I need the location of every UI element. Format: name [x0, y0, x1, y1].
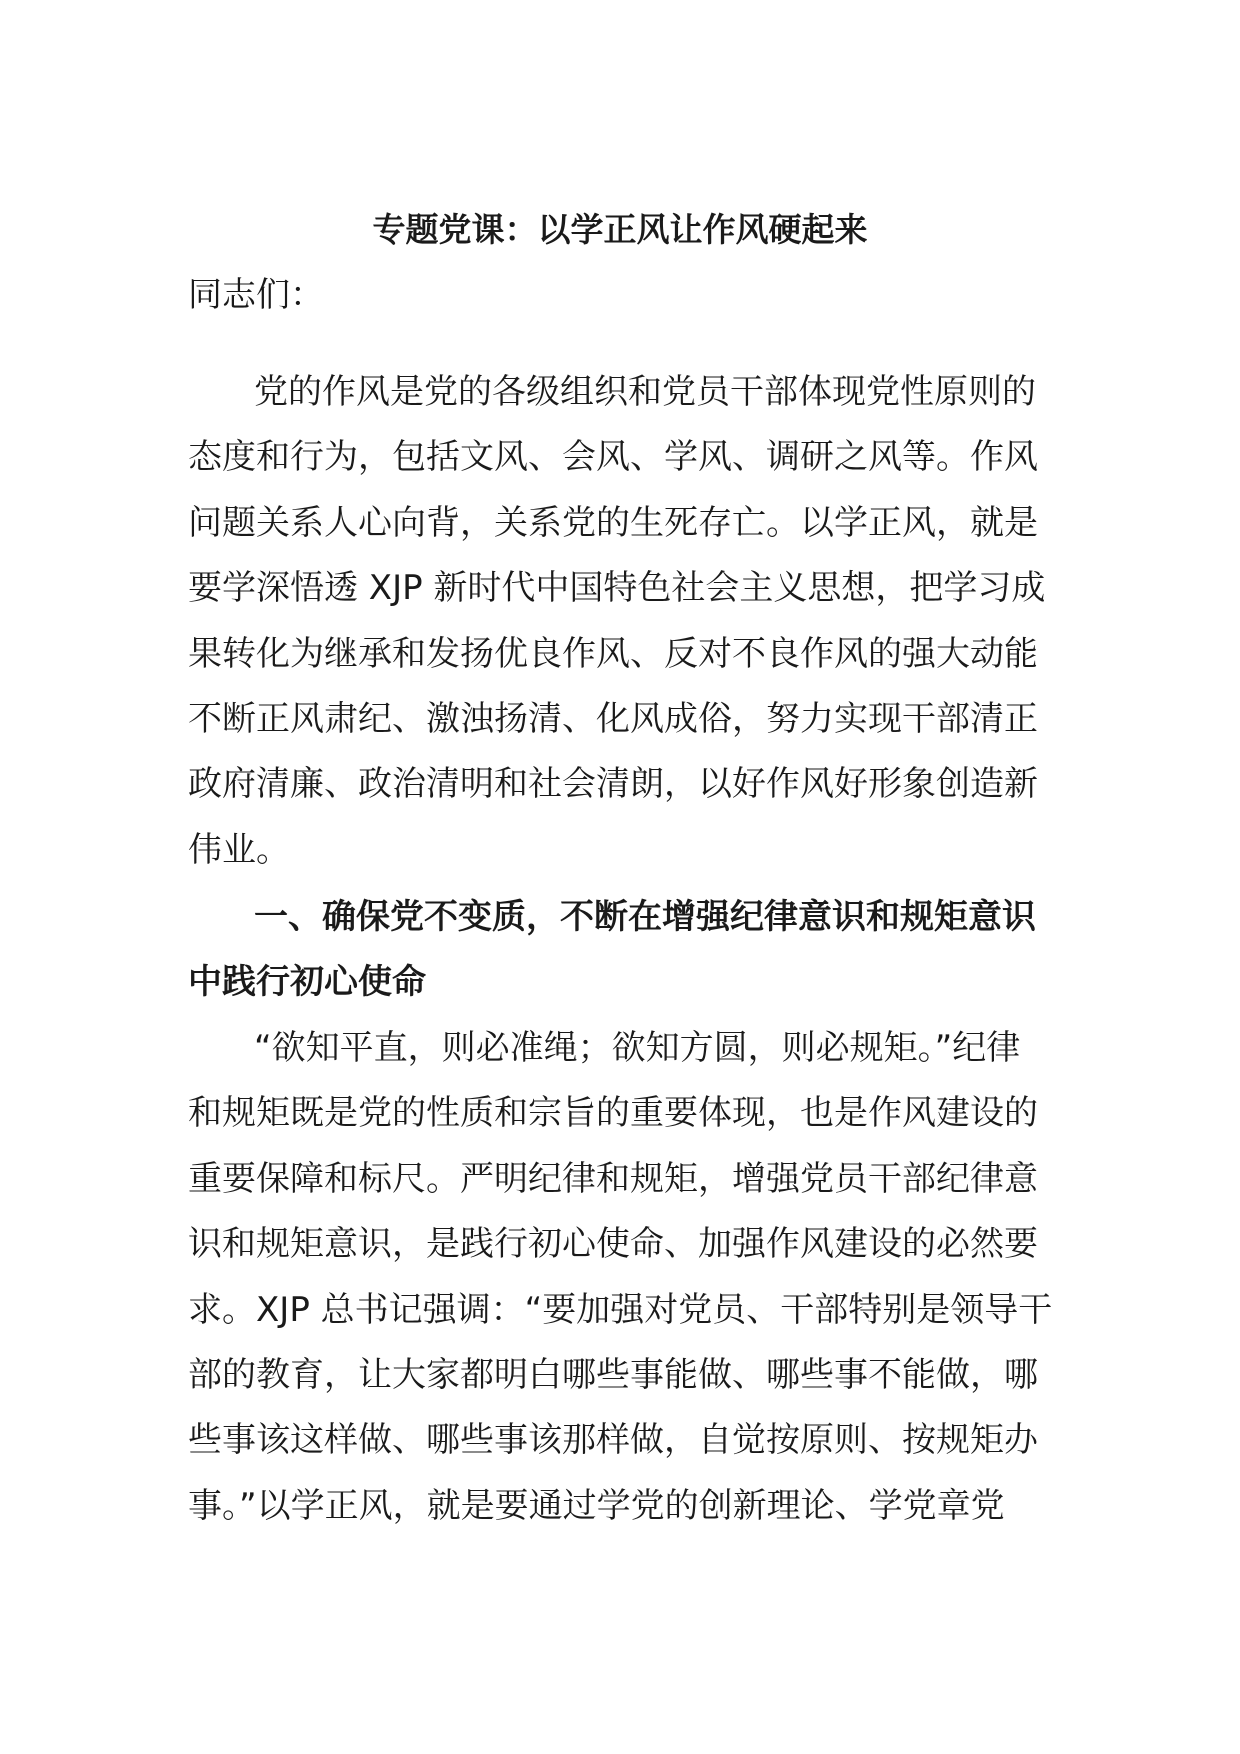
heading-line: 一、确保党不变质，不断在增强纪律意识和规矩意识: [254, 897, 1036, 937]
paragraph-line: 伟业。: [188, 829, 290, 870]
document-title: 专题党课：以学正风让作风硬起来: [372, 210, 868, 249]
paragraph-line: 些事该这样做、哪些事该那样做，自觉按原则、按规矩办: [188, 1420, 1038, 1461]
paragraph-line: 态度和行为，包括文风、会风、学风、调研之风等。作风: [188, 437, 1038, 478]
paragraph-line: 识和规矩意识，是践行初心使命、加强作风建设的必然要: [188, 1224, 1038, 1265]
salutation: 同志们：: [188, 275, 324, 315]
paragraph-line: 党的作风是党的各级组织和党员干部体现党性原则的: [254, 372, 1036, 412]
paragraph-intro: [188, 360, 1054, 883]
paragraph-line: 要学深悟透 XJP 新时代中国特色社会主义思想，把学习成: [188, 568, 1046, 609]
section-heading: [188, 885, 1054, 1016]
paragraph-line: 政府清廉、政治清明和社会清朗，以好作风好形象创造新: [188, 764, 1038, 805]
paragraph-line: 重要保障和标尺。严明纪律和规矩，增强党员干部纪律意: [188, 1158, 1038, 1199]
paragraph-line: 部的教育，让大家都明白哪些事能做、哪些事不能做，哪: [188, 1354, 1038, 1395]
paragraph-line: 求。XJP 总书记强调：“要加强对党员、干部特别是领导干: [188, 1289, 1053, 1330]
paragraph-section-one: [188, 1016, 1054, 1539]
paragraph-line: 和规矩既是党的性质和宗旨的重要体现，也是作风建设的: [188, 1093, 1038, 1134]
heading-line: 中践行初心使命: [188, 962, 426, 1003]
paragraph-line: 事。”以学正风，就是要通过学党的创新理论、学党章党: [188, 1485, 1005, 1526]
paragraph-line: 果转化为继承和发扬优良作风、反对不良作风的强大动能: [188, 633, 1038, 674]
paragraph-line: “欲知平直，则必准绳；欲知方圆，则必规矩。”纪律: [254, 1028, 1021, 1068]
paragraph-line: 不断正风肃纪、激浊扬清、化风成俗，努力实现干部清正: [188, 698, 1038, 739]
paragraph-line: 问题关系人心向背，关系党的生死存亡。以学正风，就是: [188, 502, 1038, 543]
